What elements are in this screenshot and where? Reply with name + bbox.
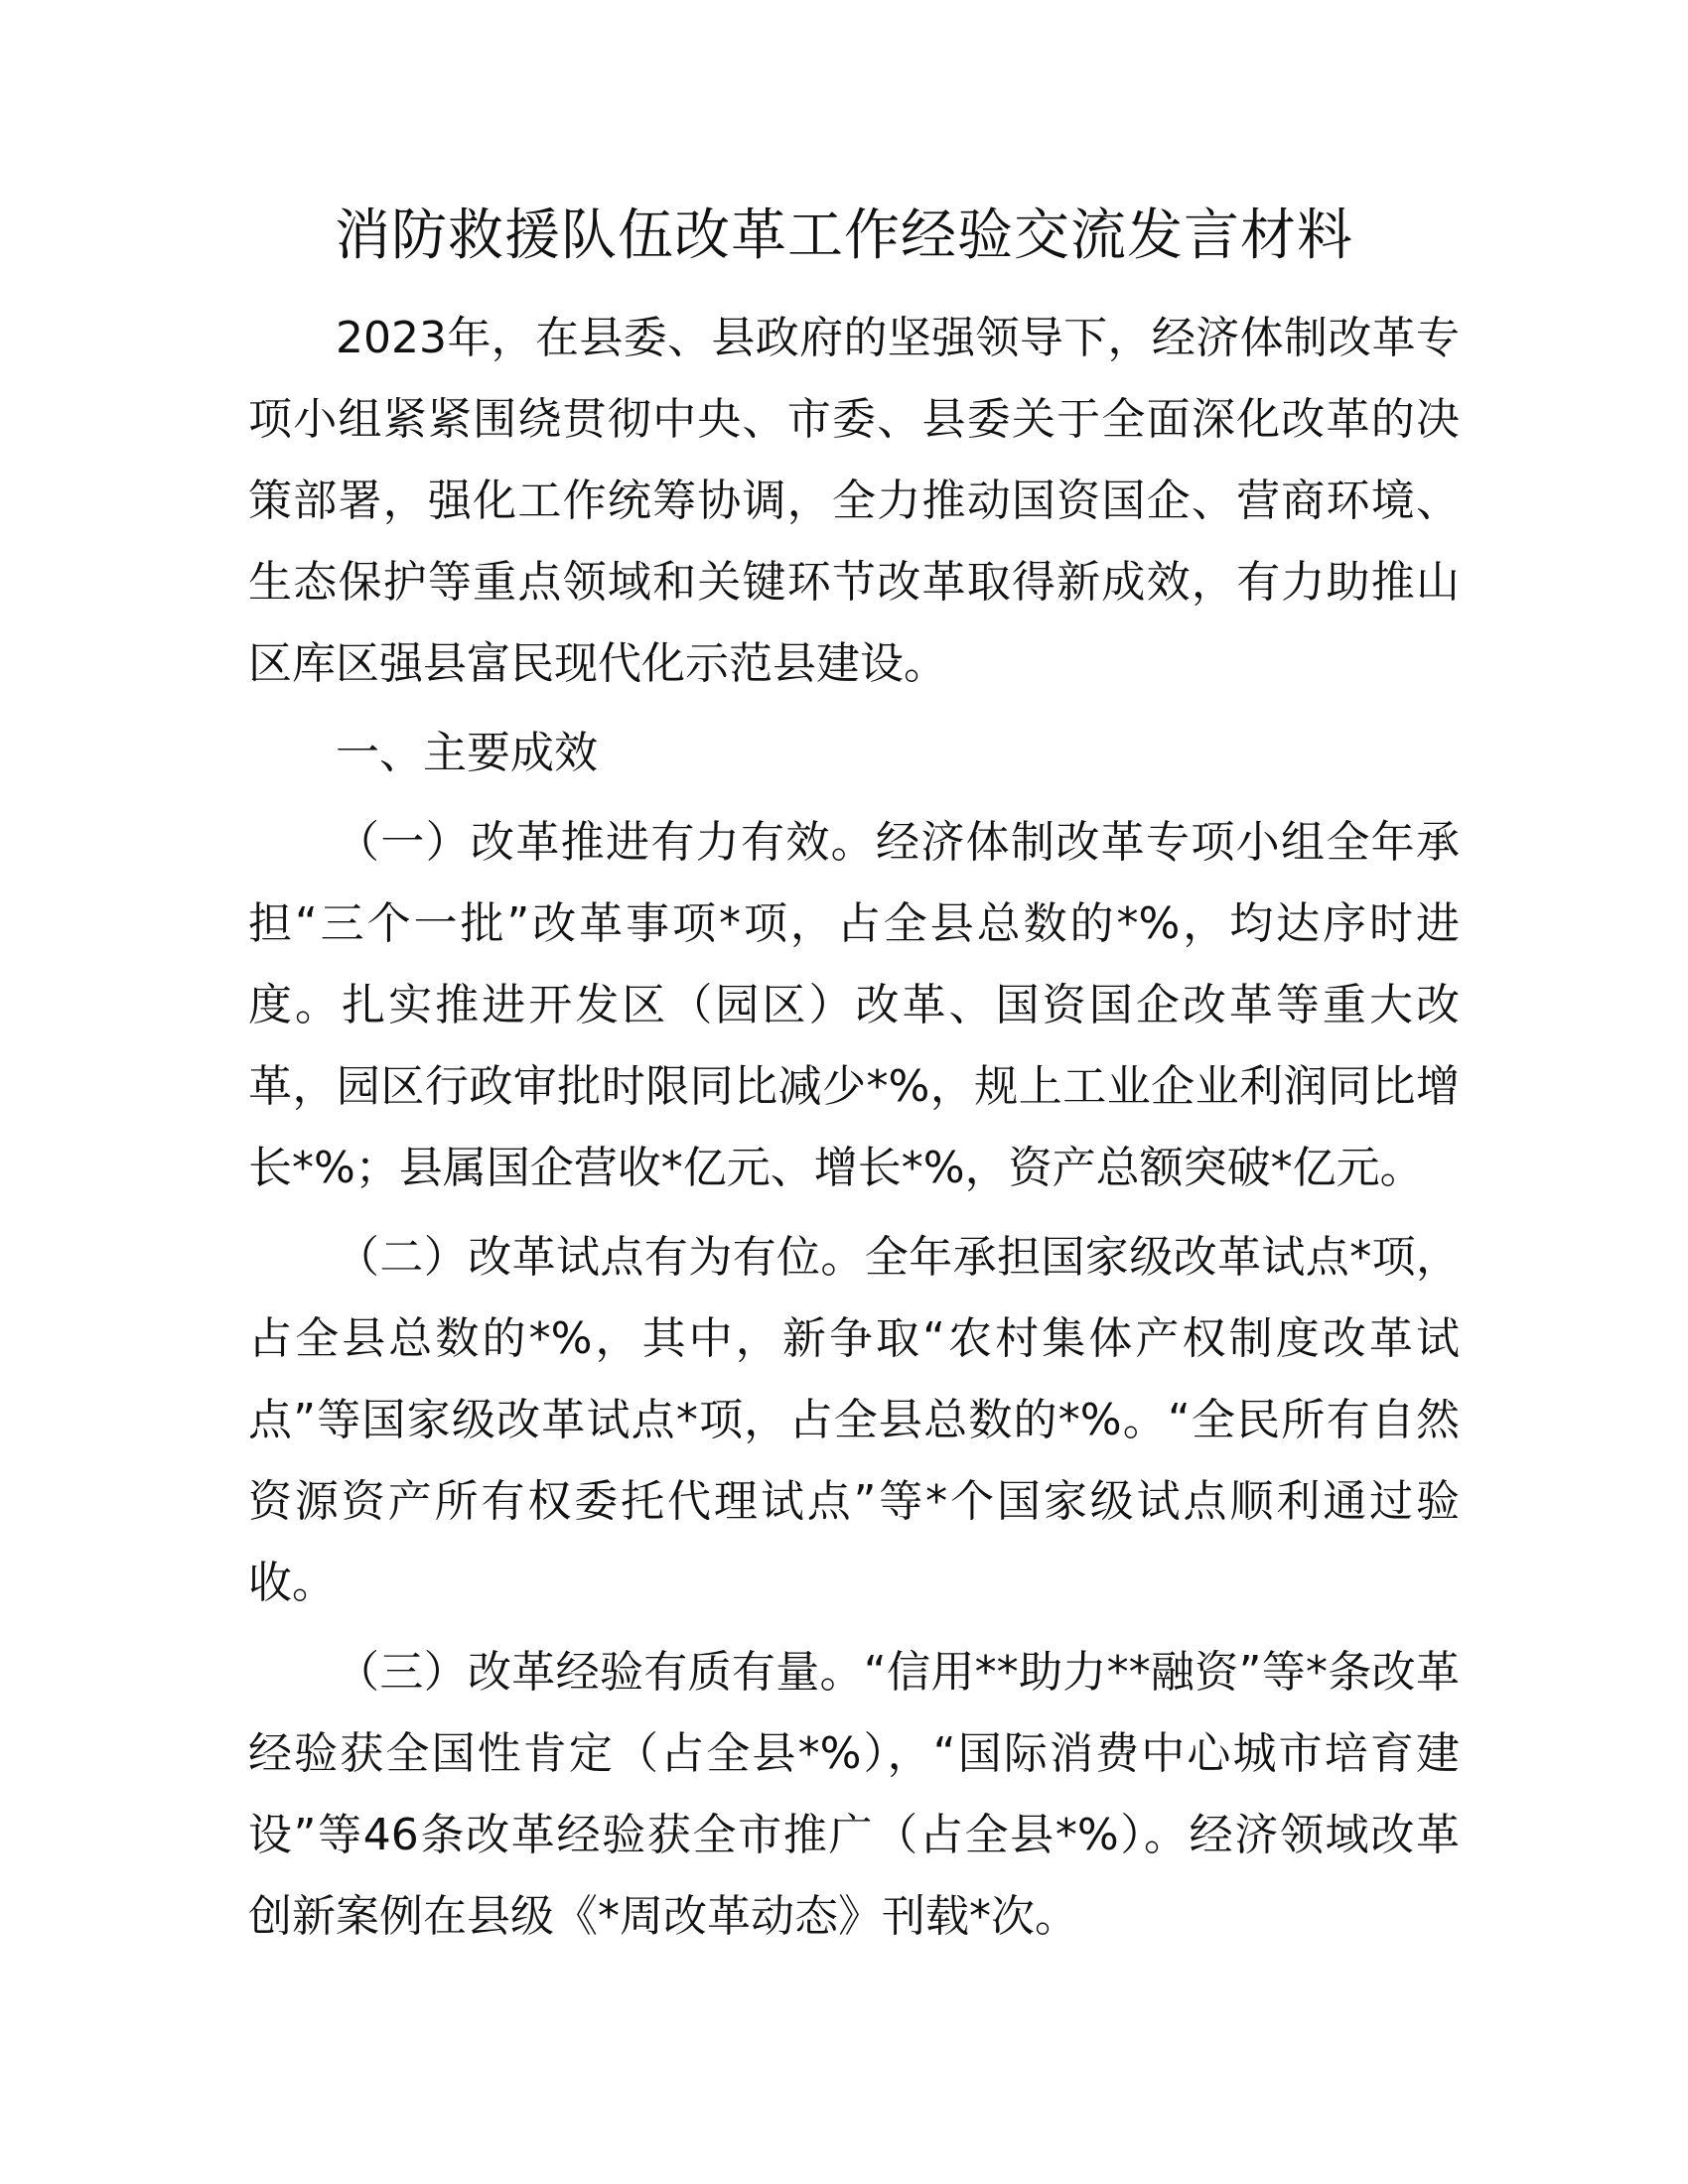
document-body [248,298,1460,1966]
document-title: 消防救援队伍改革工作经验交流发言材料 [335,204,1353,268]
paragraph-reform-experience: （三）改革经验有质有量。“信用**助力**融资”等*条改革经验获全国性肯定（占全县*%），“国际消费中心城市培育建设”等46条改革经验获全市推广（占全县*%）。经济领域改革创新案例在县级《*周改革动态》刊载*次。 [248,1647,1460,1942]
section-heading-main-results: 一、主要成效 [336,728,598,778]
paragraph-reform-pilots: （二）改革试点有为有位。全年承担国家级改革试点*项，占全县总数的*%，其中，新争取“农村集体产权制度改革试点”等国家级改革试点*项，占全县总数的*%。“全民所有自然资源资产所有权委托代理试点”等*个国家级试点顺利通过验收。 [248,1232,1460,1608]
intro-paragraph: 2023年，在县委、县政府的坚强领导下，经济体制改革专项小组紧紧围绕贯彻中央、市委、县委关于全面深化改革的决策部署，强化工作统筹协调，全力推动国资国企、营商环境、生态保护等重点领域和关键环节改革取得新成效，有力助推山区库区强县富民现代化示范县建设。 [248,313,1460,689]
paragraph-reform-progress: （一）改革推进有力有效。经济体制改革专项小组全年承担“三个一批”改革事项*项，占全县总数的*%，均达序时进度。扎实推进开发区（园区）改革、国资国企改革等重大改革，园区行政审批时限同比减少*%，规上工业企业利润同比增长*%；县属国企营收*亿元、增长*%，资产总额突破*亿元。 [248,817,1460,1193]
